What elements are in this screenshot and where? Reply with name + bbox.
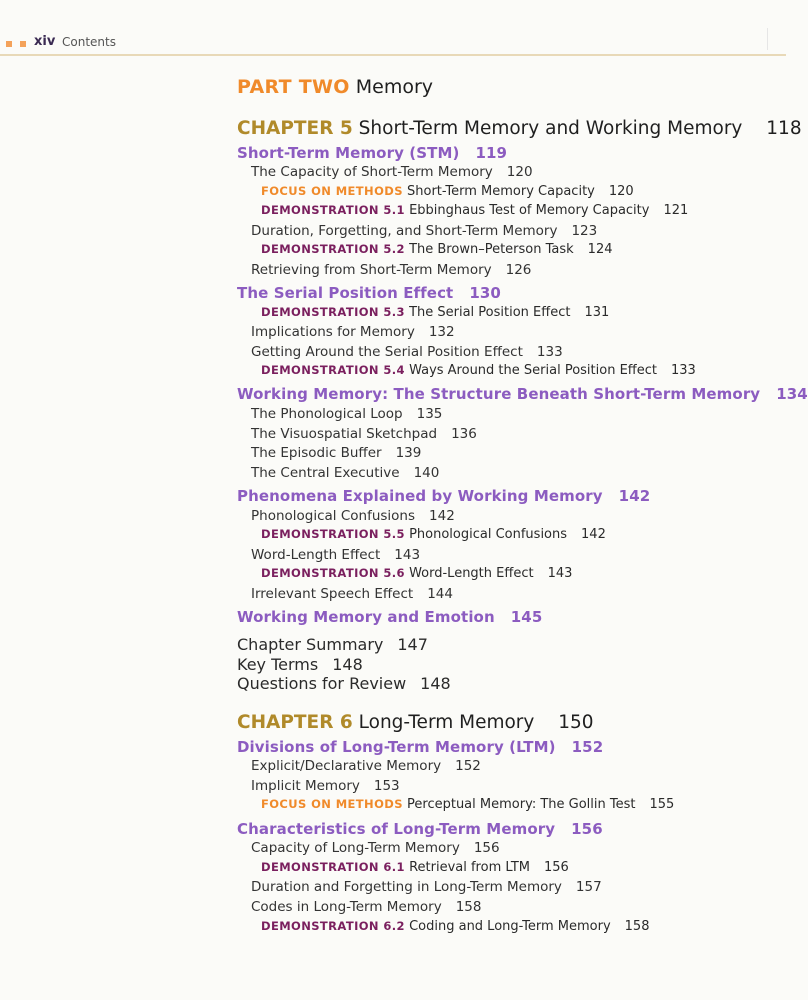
entry-page: 124 (587, 242, 613, 257)
entry-title: The Serial Position Effect (237, 284, 454, 302)
entry-page: 152 (571, 738, 604, 756)
entry-page: 157 (575, 879, 602, 895)
entry-title: Characteristics of Long-Term Memory (237, 820, 556, 838)
entry-page: 134 (776, 385, 808, 403)
entry-page: 158 (624, 919, 650, 934)
entry-page: 156 (473, 840, 500, 856)
entry-page: 145 (510, 608, 543, 626)
entry-title: Implicit Memory (251, 778, 360, 794)
toc-entry-sub (251, 465, 439, 481)
entry-page: 123 (571, 223, 598, 239)
entry-title: Ways Around the Serial Position Effect (409, 363, 657, 378)
entry-page: 133 (536, 344, 563, 360)
entry-title: Working Memory: The Structure Beneath Short-Term Memory (237, 385, 761, 403)
toc-entry-sub (251, 223, 597, 239)
entry-title: Coding and Long-Term Memory (409, 919, 611, 934)
toc-entry-sec (237, 608, 542, 626)
chapter-heading (237, 118, 802, 139)
entry-title: Codes in Long-Term Memory (251, 899, 442, 915)
entry-page: 153 (373, 778, 400, 794)
demonstration-label: DEMONSTRATION 5.4 (261, 363, 405, 377)
entry-title: The Phonological Loop (251, 406, 403, 422)
entry-page: 156 (571, 820, 603, 838)
entry-title: Explicit/Declarative Memory (251, 758, 442, 774)
toc-entry-demo (261, 860, 569, 875)
toc-entry-sub (251, 508, 455, 524)
entry-page: 148 (420, 674, 451, 693)
entry-title: The Serial Position Effect (409, 305, 571, 320)
entry-title: The Capacity of Short-Term Memory (251, 164, 493, 180)
chapter-heading (237, 712, 594, 733)
entry-title: Short-Term Memory (STM) (237, 144, 460, 162)
entry-page: 131 (584, 305, 610, 320)
entry-page: 132 (428, 324, 455, 340)
entry-page: 142 (429, 508, 455, 524)
toc-entry-focus (261, 184, 634, 199)
demonstration-label: DEMONSTRATION 5.6 (261, 566, 405, 580)
toc-entry-sub (251, 840, 500, 856)
entry-page: 121 (663, 203, 689, 218)
toc-entry-sec (237, 284, 501, 302)
toc-entry-sub (251, 406, 442, 422)
entry-page: 135 (416, 406, 443, 422)
entry-title: The Episodic Buffer (251, 445, 382, 461)
entry-title: Working Memory and Emotion (237, 608, 495, 626)
entry-title: Perceptual Memory: The Gollin Test (407, 797, 636, 812)
toc-entry-sub (251, 899, 481, 915)
toc-entry-end (237, 674, 451, 693)
toc-entry-sub (251, 344, 563, 360)
page-number: xiv (34, 34, 56, 49)
entry-page: 120 (608, 184, 634, 199)
entry-page: 143 (394, 547, 421, 563)
entry-page: 152 (455, 758, 481, 774)
entry-page: 119 (475, 144, 508, 162)
entry-title: Word-Length Effect (251, 547, 381, 563)
entry-title: The Brown–Peterson Task (409, 242, 574, 257)
toc-entry-demo (261, 242, 613, 257)
toc-entry-sec (237, 738, 603, 756)
toc-entry-end (237, 635, 428, 654)
toc-entry-sec (237, 385, 808, 403)
demonstration-label: DEMONSTRATION 6.2 (261, 919, 405, 933)
part-title: Memory (355, 76, 434, 98)
entry-title: Key Terms (237, 655, 319, 674)
toc-entry-sub (251, 547, 420, 563)
entry-title: Implications for Memory (251, 324, 415, 340)
demonstration-label: DEMONSTRATION 5.1 (261, 203, 405, 217)
entry-page: 158 (455, 899, 482, 915)
chapter-title: Long-Term Memory (358, 712, 535, 733)
entry-page: 140 (413, 465, 440, 481)
entry-title: Divisions of Long-Term Memory (LTM) (237, 738, 556, 756)
part-label: PART TWO (237, 76, 350, 98)
entry-title: Questions for Review (237, 674, 407, 693)
entry-title: Duration, Forgetting, and Short-Term Memory (251, 223, 558, 239)
toc-entry-sub (251, 164, 533, 180)
toc-entry-sub (251, 426, 477, 442)
toc-entry-demo (261, 566, 572, 581)
entry-title: Word-Length Effect (409, 566, 534, 581)
entry-page: 142 (618, 487, 651, 505)
toc-entry-demo (261, 919, 649, 934)
entry-title: Phonological Confusions (409, 527, 568, 542)
entry-title: The Visuospatial Sketchpad (251, 426, 438, 442)
demonstration-label: DEMONSTRATION 6.1 (261, 860, 405, 874)
entry-page: 142 (581, 527, 606, 542)
chapter-label: CHAPTER 6 (237, 712, 353, 733)
entry-title: Capacity of Long-Term Memory (251, 840, 460, 856)
entry-title: Retrieving from Short-Term Memory (251, 262, 492, 278)
toc-entry-demo (261, 305, 609, 320)
entry-page: 139 (395, 445, 422, 461)
chapter-title: Short-Term Memory and Working Memory (358, 118, 743, 139)
entry-page: 136 (451, 426, 477, 442)
entry-title: Duration and Forgetting in Long-Term Memory (251, 879, 562, 895)
entry-page: 147 (397, 635, 428, 654)
entry-page: 148 (332, 655, 363, 674)
toc-entry-demo (261, 527, 606, 542)
toc-entry-sub (251, 586, 453, 602)
toc-entry-sub (251, 324, 455, 340)
entry-page: 144 (427, 586, 453, 602)
chapter-page: 150 (558, 712, 594, 733)
entry-title: Ebbinghaus Test of Memory Capacity (409, 203, 650, 218)
entry-title: Retrieval from LTM (409, 860, 530, 875)
entry-title: Irrelevant Speech Effect (251, 586, 414, 602)
toc-entry-sec (237, 820, 603, 838)
toc-entry-sub (251, 262, 531, 278)
entry-page: 133 (670, 363, 696, 378)
toc-entry-end (237, 655, 363, 674)
entry-page: 120 (506, 164, 533, 180)
demonstration-label: DEMONSTRATION 5.3 (261, 305, 405, 319)
entry-page: 143 (547, 566, 573, 581)
entry-page: 126 (505, 262, 532, 278)
focus-label: FOCUS ON METHODS (261, 184, 403, 198)
section-label: Contents (62, 35, 116, 49)
demonstration-label: DEMONSTRATION 5.2 (261, 242, 405, 256)
entry-title: Short-Term Memory Capacity (407, 184, 595, 199)
entry-page: 155 (649, 797, 675, 812)
toc-entry-sec (237, 144, 507, 162)
entry-title: Getting Around the Serial Position Effect (251, 344, 523, 360)
toc-entry-demo (261, 203, 688, 218)
chapter-label: CHAPTER 5 (237, 118, 353, 139)
toc-entry-sub (251, 879, 602, 895)
toc-entry-focus (261, 797, 674, 812)
toc-entry-sub (251, 445, 421, 461)
entry-title: Phonological Confusions (251, 508, 416, 524)
entry-page: 156 (543, 860, 569, 875)
part-heading (237, 76, 433, 98)
toc-entry-demo (261, 363, 696, 378)
toc-entry-sec (237, 487, 650, 505)
entry-title: The Central Executive (251, 465, 400, 481)
chapter-page: 118 (766, 118, 802, 139)
entry-page: 130 (469, 284, 501, 302)
entry-title: Chapter Summary (237, 635, 384, 654)
focus-label: FOCUS ON METHODS (261, 797, 403, 811)
toc-entry-sub (251, 758, 481, 774)
toc-entry-sub (251, 778, 400, 794)
entry-title: Phenomena Explained by Working Memory (237, 487, 603, 505)
demonstration-label: DEMONSTRATION 5.5 (261, 527, 405, 541)
